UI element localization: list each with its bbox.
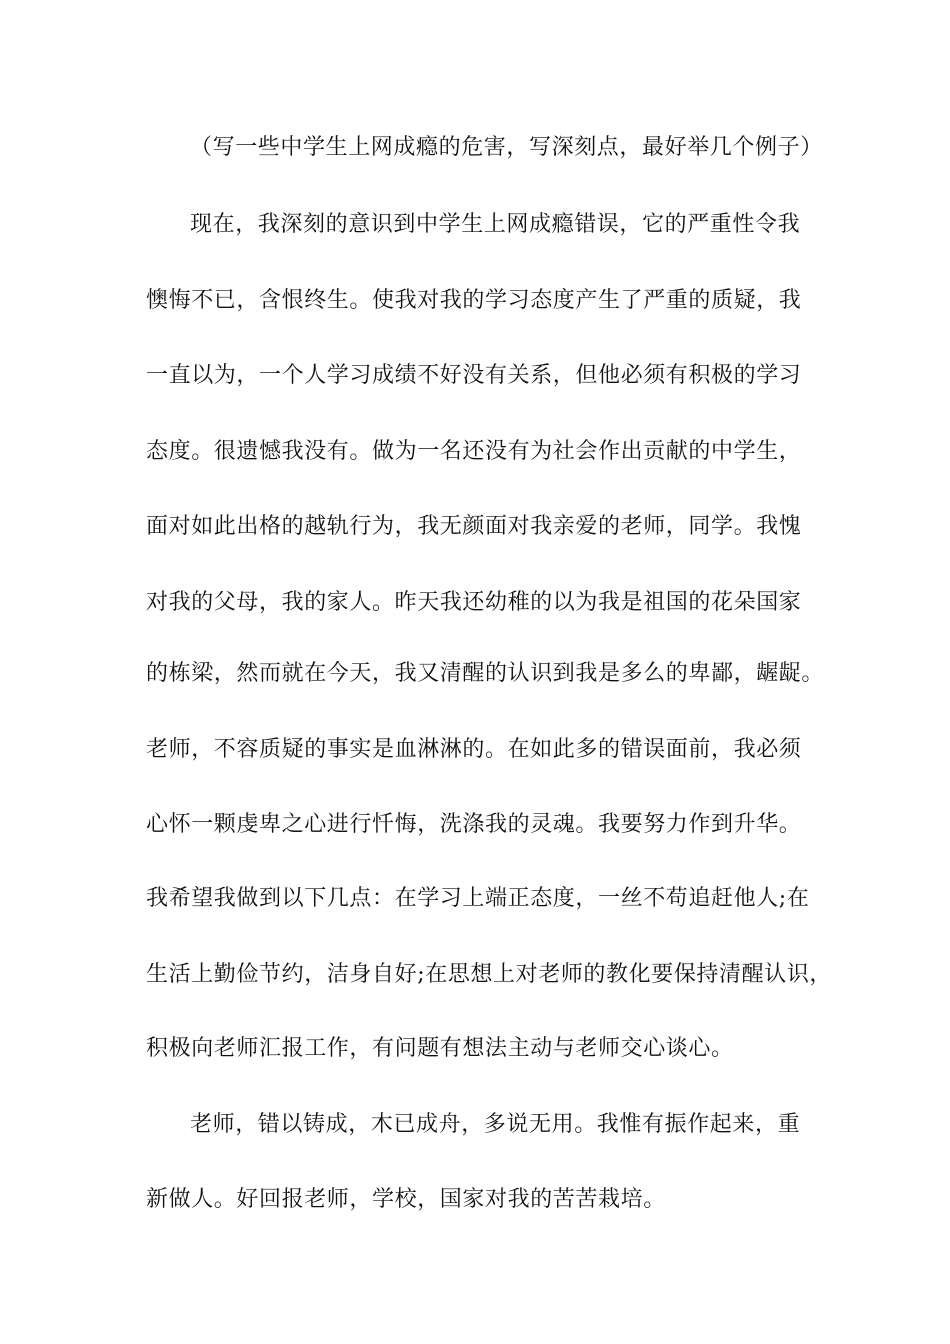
paragraph-1-line-4: 态度。很遗憾我没有。做为一名还没有为社会作出贡献的中学生， <box>146 439 802 464</box>
paragraph-1-line-6: 对我的父母，我的家人。昨天我还幼稚的以为我是祖国的花朵国家 <box>146 590 802 615</box>
paragraph-1-line-10: 我希望我做到以下几点：在学习上端正态度，一丝不苟追赶他人;在 <box>146 886 810 911</box>
paragraph-1-line-1: 现在，我深刻的意识到中学生上网成瘾错误，它的严重性令我 <box>190 212 801 237</box>
prompt-line: （写一些中学生上网成瘾的危害，写深刻点，最好举几个例子） <box>190 135 823 160</box>
paragraph-1-line-5: 面对如此出格的越轨行为，我无颜面对我亲爱的老师，同学。我愧 <box>146 514 802 539</box>
paragraph-1-line-2: 懊悔不已，含恨终生。使我对我的学习态度产生了严重的质疑，我 <box>146 288 802 313</box>
paragraph-1-line-9: 心怀一颗虔卑之心进行忏悔，洗涤我的灵魂。我要努力作到升华。 <box>146 812 802 837</box>
paragraph-2-line-1: 老师，错以铸成，木已成舟，多说无用。我惟有振作起来，重 <box>190 1112 801 1137</box>
paragraph-1-line-3: 一直以为，一个人学习成绩不好没有关系，但他必须有积极的学习 <box>146 363 802 388</box>
paragraph-1-line-7: 的栋梁，然而就在今天，我又清醒的认识到我是多么的卑鄙，龌龊。 <box>146 661 825 686</box>
paragraph-1-line-11: 生活上勤俭节约，洁身自好;在思想上对老师的教化要保持清醒认识， <box>146 962 833 987</box>
paragraph-1-line-12: 积极向老师汇报工作，有问题有想法主动与老师交心谈心。 <box>146 1036 734 1061</box>
paragraph-2-line-2: 新做人。好回报老师，学校，国家对我的苦苦栽培。 <box>146 1187 666 1212</box>
paragraph-1-line-8: 老师，不容质疑的事实是血淋淋的。在如此多的错误面前，我必须 <box>146 737 802 762</box>
